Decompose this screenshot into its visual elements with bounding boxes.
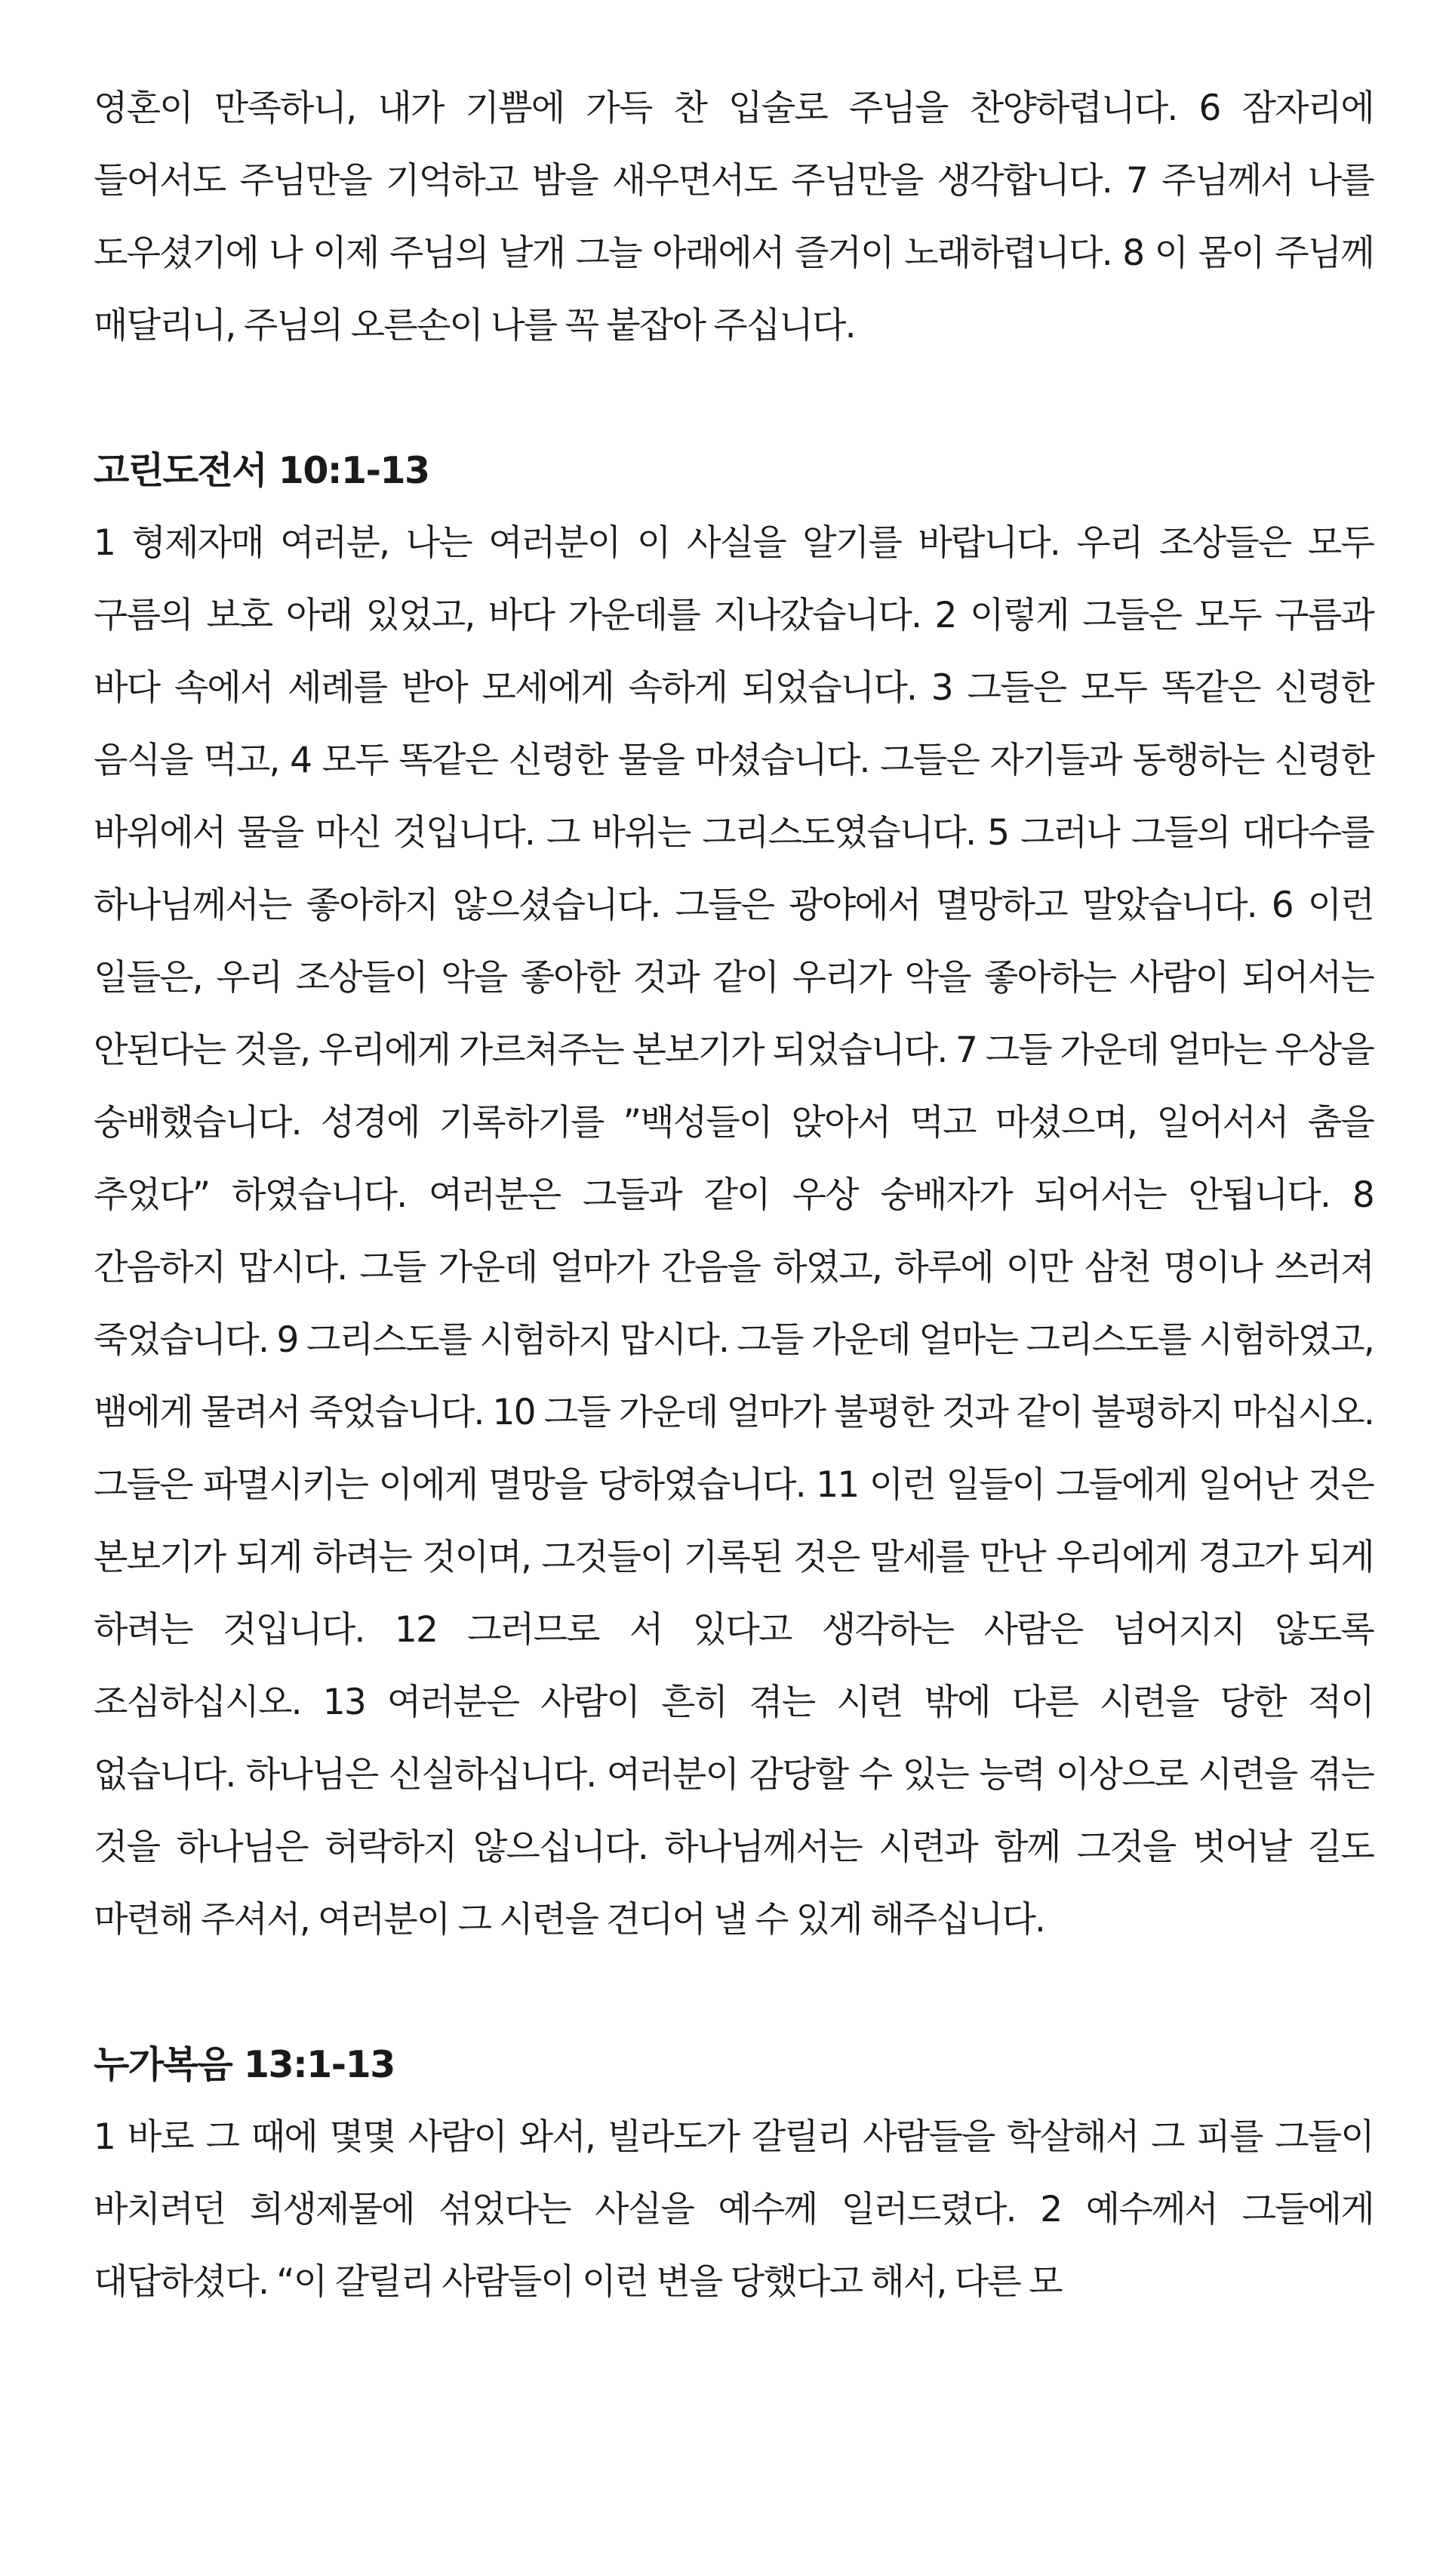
psalm-continuation-paragraph: 영혼이 만족하니, 내가 기쁨에 가득 찬 입술로 주님을 찬양하렵니다. 6 잠자리에 들어서도 주님만을 기억하고 밤을 새우면서도 주님만을 생각합니다. 7 주님께서 나를 도우셨기에 나 이제 주님의 날개 그늘 아래에서 즐거이 노래하렵니다. 8 이 몸이 주님께 매달리니, 주님의 오른손이 나를 꼭 붙잡아 주십니다. <box>94 88 1374 346</box>
corinthians-heading: 고린도전서 10:1-13 <box>94 449 429 492</box>
luke-paragraph: 1 바로 그 때에 몇몇 사람이 와서, 빌라도가 갈릴리 사람들을 학살해서 그 피를 그들이 바치려던 희생제물에 섞었다는 사실을 예수께 일러드렸다. 2 예수께서 그들에게 대답하셨다. “이 갈릴리 사람들이 이런 변을 당했다고 해서, 다른 모 <box>94 2116 1374 2303</box>
section-spacer <box>94 1956 1374 2029</box>
reading-content <box>94 72 1374 2319</box>
section-spacer <box>94 362 1374 435</box>
corinthians-paragraph: 1 형제자매 여러분, 나는 여러분이 이 사실을 알기를 바랍니다. 우리 조상들은 모두 구름의 보호 아래 있었고, 바다 가운데를 지나갔습니다. 2 이렇게 그들은 모두 구름과 바다 속에서 세례를 받아 모세에게 속하게 되었습니다. 3 그들은 모두 똑같은 신령한 음식을 먹고, 4 모두 똑같은 신령한 물을 마셨습니다. 그들은 자기들과 동행하는 신령한 바위에서 물을 마신 것입니다. 그 바위는 그리스도였습니다. 5 그러나 그들의 대다수를 하나님께서는 좋아하지 않으셨습니다. 그들은 광야에서 멸망하고 말았습니다. 6 이런 일들은, 우리 조상들이 악을 좋아한 것과 같이 우리가 악을 좋아하는 사람이 되어서는 안된다는 것을, 우리에게 가르쳐주는 본보기가 되었습니다. 7 그들 가운데 얼마는 우상을 숭배했습니다. 성경에 기록하기를 ”백성들이 앉아서 먹고 마셨으며, 일어서서 춤을 추었다” 하였습니다. 여러분은 그들과 같이 우상 숭배자가 되어서는 안됩니다. 8 간음하지 맙시다. 그들 가운데 얼마가 간음을 하였고, 하루에 이만 삼천 명이나 쓰러져 죽었습니다. 9 그리스도를 시험하지 맙시다. 그들 가운데 얼마는 그리스도를 시험하였고, 뱀에게 물려서 죽었습니다. 10 그들 가운데 얼마가 불평한 것과 같이 불평하지 마십시오. 그들은 파멸시키는 이에게 멸망을 당하였습니다. 11 이런 일들이 그들에게 일어난 것은 본보기가 되게 하려는 것이며, 그것들이 기록된 것은 말세를 만난 우리에게 경고가 되게 하려는 것입니다. 12 그러므로 서 있다고 생각하는 사람은 넘어지지 않도록 조심하십시오. 13 여러분은 사람이 흔히 겪는 시련 밖에 다른 시련을 당한 적이 없습니다. 하나님은 신실하십니다. 여러분이 감당할 수 있는 능력 이상으로 시련을 겪는 것을 하나님은 허락하지 않으십니다. 하나님께서는 시련과 함께 그것을 벗어날 길도 마련해 주셔서, 여러분이 그 시련을 견디어 낼 수 있게 해주십니다. <box>94 522 1374 1940</box>
luke-heading: 누가복음 13:1-13 <box>94 2043 395 2086</box>
